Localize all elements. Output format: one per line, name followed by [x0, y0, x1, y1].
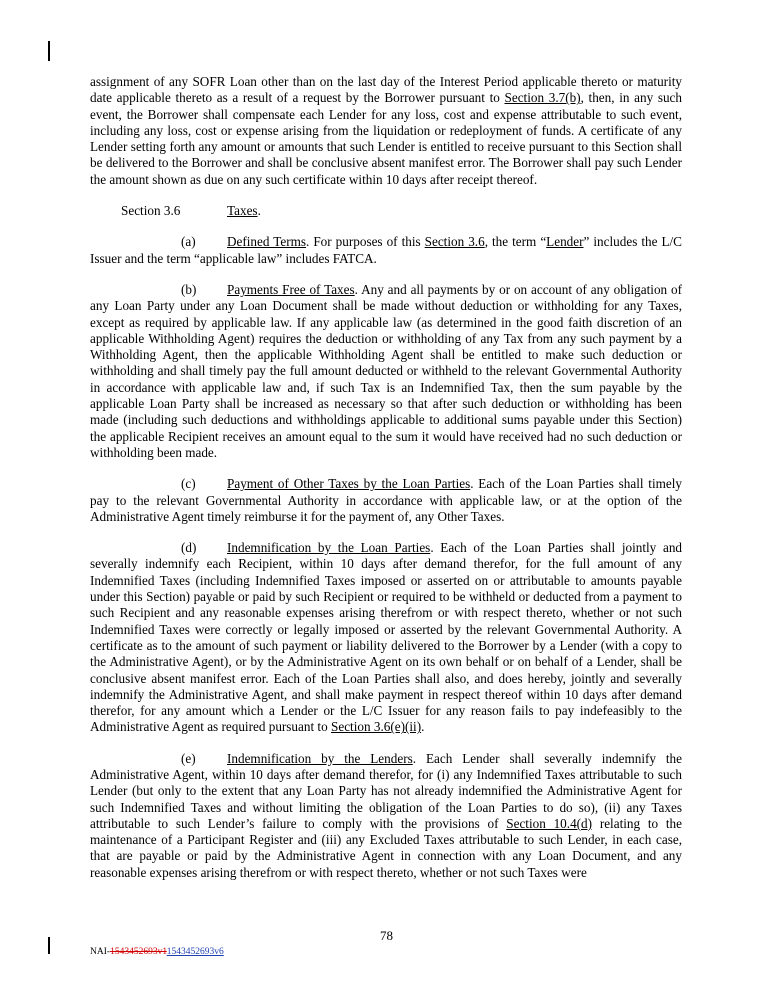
subsection-heading: Defined Terms [227, 234, 307, 250]
subsection-label: (e) [181, 750, 196, 766]
change-bar-top [48, 41, 50, 61]
subsection-d: (d) Indemnification by the Loan Parties. Each of the Loan Parties shall jointly and severally indemnify each Recipient, within 10 days after demand therefor, for the full amount of any Indemnified Taxes (including Indemnified Taxes imposed or asserted on or attributable to amounts payable under this Section) payable or paid by such Recipient or required to be withheld or deducted from a payment to such Recipient and any reasonable expenses arising therefrom or with respect thereto, whether or not such Indemnified Taxes were correctly or legally imposed or asserted by the relevant Governmental Authority. A certificate as to the amount of such payment or liability delivered to the Borrower by a Lender (with a copy to the Administrative Agent), or by the Administrative Agent on its own behalf or on behalf of a Lender, shall be conclusive absent manifest error. Each of the Loan Parties shall also, and does hereby, jointly and severally indemnify the Administrative Agent, and shall make payment in respect thereof within 10 days after demand therefor, for any amount which a Lender or the L/C Issuer for any reason fails to pay indefeasibly to the Administrative Agent as required pursuant to Section 3.6(e)(ii). [90, 540, 683, 735]
subsection-label: (c) [181, 476, 196, 492]
subsection-e: (e) Indemnification by the Lenders. Each Lender shall severally indemnify the Administrative Agent, within 10 days after demand therefor, for (i) any Indemnified Taxes attributable to such Lender (but only to the extent that any Loan Party has not already indemnified the Administrative Agent for such Indemnified Taxes and without limiting the obligation of the Loan Parties to do so), (ii) any Taxes attributable to such Lender’s failure to comply with the provisions of Section 10.4(d) relating to the maintenance of a Participant Register and (iii) any Excluded Taxes attributable to such Lender, in each case, that are payable or paid by the Administrative Agent in connection with any Loan Document, and any reasonable expenses arising therefrom or with respect thereto, whether or not such Taxes were [90, 750, 682, 880]
defined-term: Lender [546, 234, 584, 250]
subsection-label: (d) [181, 540, 197, 556]
section-heading: Section 3.6 Taxes. [121, 203, 261, 219]
doc-id-inserted: 1543452693v6 [166, 947, 224, 957]
section-reference[interactable]: Section 3.6(e)(ii) [331, 719, 422, 735]
doc-id-deleted: 1543452693v1 [110, 947, 167, 957]
subsection-heading: Payment of Other Taxes by the Loan Parties [227, 476, 471, 492]
section-reference[interactable]: Section 3.7(b) [504, 90, 581, 106]
subsection-heading: Payments Free of Taxes [227, 281, 355, 297]
subsection-b: (b) Payments Free of Taxes. Any and all payments by or on account of any obligation of any Loan Party under any Loan Document shall be made without deduction or withholding for any Taxes, except as required by applicable law. If any applicable law (as determined in the good faith discretion of an applicable Withholding Agent) requires the deduction or withholding of any Tax from any such payment by a Withholding Agent, then the applicable Withholding Agent shall be entitled to make such deduction or withholding and shall timely pay the full amount deducted or withheld to the relevant Governmental Authority in accordance with applicable law and, if such Tax is an Indemnified Tax, then the sum payable by the applicable Loan Party shall be increased as necessary so that after such deduction or withholding has been made (including such deductions and withholdings applicable to additional sums payable under this Section) the applicable Recipient receives an amount equal to the sum it would have received had no such deduction or withholding been made. [90, 281, 682, 460]
subsection-label: (b) [181, 281, 197, 297]
subsection-a: (a) Defined Terms. For purposes of this Section 3.6, the term “Lender” includes the L/C Issuer and the term “applicable law” includes FATCA. [90, 234, 682, 266]
document-page [90, 74, 682, 881]
page-number: 78 [380, 928, 393, 943]
doc-id-prefix: NAI- [90, 947, 111, 957]
subsection-c: (c) Payment of Other Taxes by the Loan Parties. Each of the Loan Parties shall timely pay to the relevant Governmental Authority in accordance with applicable law, or at the option of the Administrative Agent timely reimburse it for the payment of, any Other Taxes. [90, 476, 682, 524]
section-reference[interactable]: Section 10.4(d) [506, 815, 593, 831]
subsection-heading: Indemnification by the Loan Parties [227, 540, 431, 556]
subsection-heading: Indemnification by the Lenders [227, 750, 413, 766]
paragraph-continuation: assignment of any SOFR Loan other than on the last day of the Interest Period applicable thereto or maturity date applicable thereto as a result of a request by the Borrower pursuant to Section 3.7(b), then, in any such event, the Borrower shall compensate each Lender for any loss, cost and expense attributable to such event, including any loss, cost or expense arising from the liquidation or redeployment of funds. A certificate of any Lender setting forth any amount or amounts that such Lender is entitled to receive pursuant to this Section shall be delivered to the Borrower and shall be conclusive absent manifest error. The Borrower shall pay such Lender the amount shown as due on any such certificate within 10 days after receipt thereof. [90, 74, 682, 187]
section-number: Section 3.6 [121, 203, 181, 219]
document-id [90, 947, 224, 957]
section-reference[interactable]: Section 3.6 [424, 234, 485, 250]
subsection-label: (a) [181, 234, 196, 250]
section-title: Taxes [227, 203, 258, 219]
